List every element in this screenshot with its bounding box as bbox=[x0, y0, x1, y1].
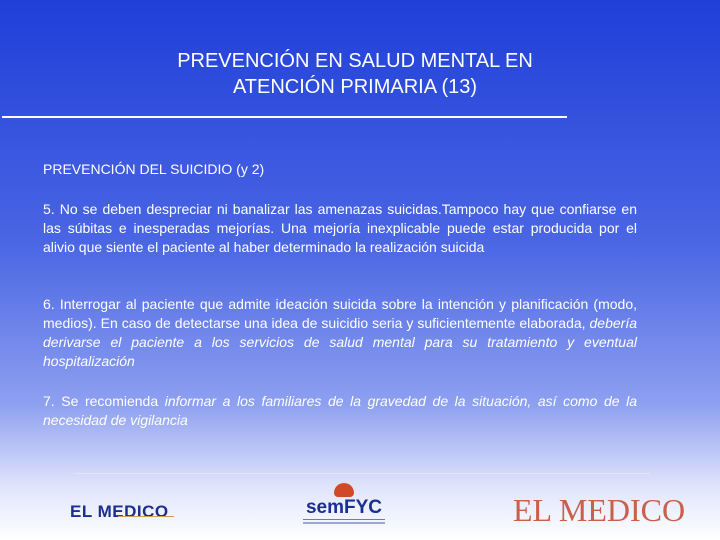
semfyc-logo-text: semFYC bbox=[305, 497, 383, 518]
title-divider bbox=[2, 116, 567, 118]
logo-left-underline bbox=[118, 508, 174, 517]
footer-divider bbox=[75, 473, 650, 474]
item-6-emphasis: debería derivarse el paciente a los servicios de salud mental para su tratamiento y eventual hospitalización bbox=[43, 315, 637, 369]
semfyc-emblem-icon bbox=[334, 483, 354, 497]
title-line-2: ATENCIÓN PRIMARIA (13) bbox=[232, 76, 478, 98]
semfyc-logo bbox=[298, 483, 390, 533]
el-medico-logo-left: EL MEDICO bbox=[70, 502, 169, 521]
section-heading: PREVENCIÓN DEL SUICIDIO (y 2) bbox=[43, 161, 265, 177]
slide-title bbox=[0, 48, 710, 100]
item-6 bbox=[43, 295, 637, 371]
title-line-1: PREVENCIÓN EN SALUD MENTAL EN bbox=[177, 50, 533, 72]
item-6-text: 6. Interrogar al paciente que admite ideación suicida sobre la intención y planificación (modo, medios). En caso de detectarse una idea de suicidio seria y suficientemente elaborada, bbox=[43, 296, 637, 331]
item-7 bbox=[43, 392, 637, 430]
semfyc-logo-subline bbox=[303, 519, 385, 521]
item-5: 5. No se deben despreciar ni banalizar las amenazas suicidas.Tampoco hay que confiarse en las súbitas e inesperadas mejorías. Una mejoría inexplicable puede estar producida por el alivio que siente el paciente al haber determinado la realización suicida bbox=[43, 201, 637, 255]
item-7-text: 7. Se recomienda bbox=[43, 393, 165, 409]
el-medico-logo-right: EL MEDICO bbox=[513, 492, 686, 528]
item-7-emphasis: informar a los familiares de la gravedad de la situación, así como de la necesidad de vigilancia bbox=[43, 393, 638, 428]
